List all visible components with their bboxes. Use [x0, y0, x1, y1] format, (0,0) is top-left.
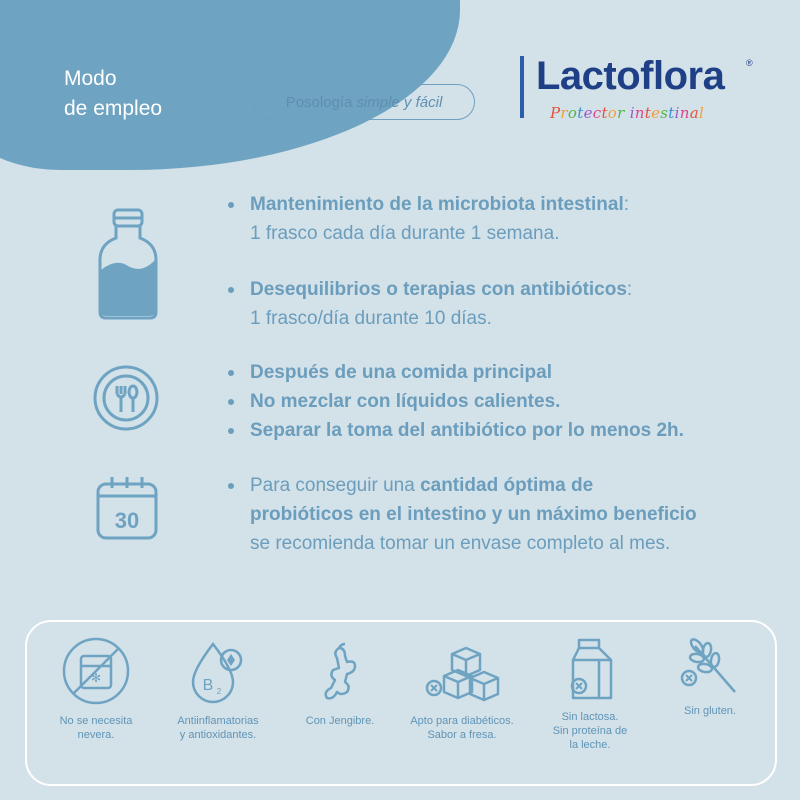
list-item: Después de una comida principal: [226, 358, 684, 387]
posology-italic: simple y fácil: [356, 93, 443, 111]
section-dosage: [226, 190, 632, 333]
feature-diabetics: Apto para diabéticos. Sabor a fresa.: [402, 636, 522, 742]
feature-antioxidants: B 2 Antiinflamatorias y antioxidantes.: [158, 636, 278, 742]
section-instructions: [226, 358, 684, 445]
list-item: Mantenimiento de la microbiota intestinal: 1 frasco cada día durante 1 semana.: [226, 190, 632, 248]
posology-bold: Posología: [285, 93, 353, 111]
logo-bar: [520, 56, 524, 118]
registered-mark: ®: [746, 58, 753, 68]
brand-logo: [520, 52, 760, 132]
section-recommendation: [226, 471, 697, 558]
page-title: Modo de empleo: [64, 67, 163, 120]
calendar-number: 30: [114, 508, 140, 533]
svg-text:2: 2: [216, 687, 222, 696]
feature-lactose-free: Sin lactosa. Sin proteína de la leche.: [530, 636, 650, 752]
no-fridge-icon: [61, 636, 131, 706]
posology-badge: [253, 84, 475, 120]
list-item: Separar la toma del antibiótico por lo menos 2h.: [226, 416, 684, 445]
bottle-icon: [98, 208, 158, 320]
svg-text:B: B: [202, 677, 214, 694]
brand-name: Lactoflora: [536, 54, 725, 98]
svg-text:✻: ✻: [90, 671, 102, 685]
vitamin-b2-drop-icon: [183, 636, 253, 706]
list-item: No mezclar con líquidos calientes.: [226, 387, 684, 416]
sugar-cubes-icon: [424, 636, 500, 706]
wheat-icon: [675, 636, 745, 696]
feature-gluten-free: Sin gluten.: [650, 636, 770, 718]
feature-no-fridge: ✻ No se necesita nevera.: [36, 636, 156, 742]
milk-carton-icon: [555, 636, 625, 702]
calendar-icon: [96, 474, 158, 540]
ginger-icon: [305, 636, 375, 706]
list-item: Para conseguir una cantidad óptima de probióticos en el intestino y un máximo beneficio se recomienda tomar un envase completo al mes.: [226, 471, 697, 558]
list-item: Desequilibrios o terapias con antibióticos: 1 frasco/día durante 10 días.: [226, 275, 632, 333]
cutlery-icon: [92, 364, 160, 432]
feature-ginger: Con Jengibre.: [280, 636, 400, 728]
brand-tagline: Protector intestinal: [550, 104, 705, 122]
